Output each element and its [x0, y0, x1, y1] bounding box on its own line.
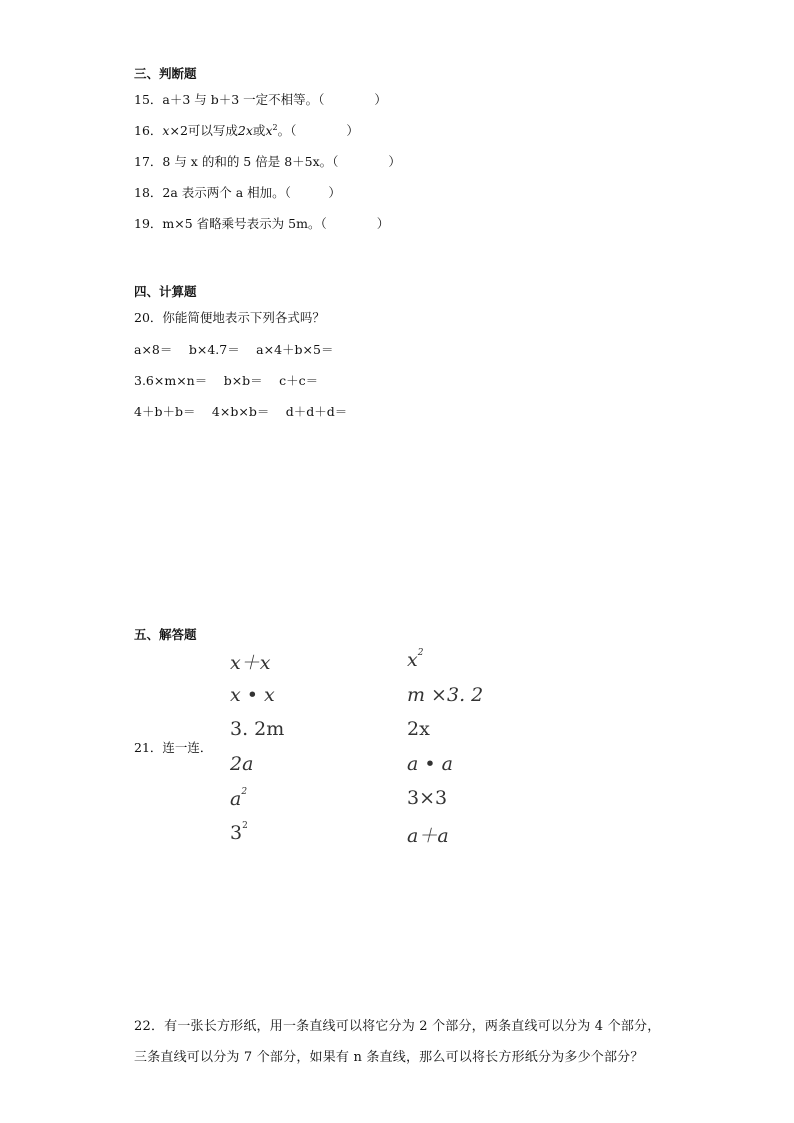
- left-expr-6-base: 3: [230, 822, 243, 844]
- right-expr-1-exponent: 2: [417, 648, 424, 658]
- left-expr-6[interactable]: [230, 821, 248, 844]
- right-expr-4[interactable]: [407, 753, 453, 775]
- left-expr-6-exponent: 2: [242, 821, 248, 831]
- left-expr-2-base: x • x: [230, 684, 275, 706]
- question-21-label: 21．连一连．: [134, 740, 213, 755]
- question-16-or: 或: [252, 123, 266, 138]
- left-expr-4[interactable]: [230, 753, 253, 775]
- question-20-row-1: a×8＝ b×4.7＝ a×4＋b×5＝: [134, 342, 334, 357]
- question-22-line-1: 22．有一张长方形纸，用一条直线可以将它分为 2 个部分，两条直线可以分为 4 个部分，: [134, 1019, 661, 1034]
- question-17: 17．8 与 x 的和的 5 倍是 8＋5x。（ ）: [134, 154, 401, 169]
- question-16-paren: 。（ ）: [277, 123, 359, 138]
- question-16: [134, 121, 359, 139]
- question-16-number: 16．: [134, 123, 163, 138]
- question-16-expr-2: x: [265, 123, 273, 138]
- left-expr-2[interactable]: [230, 684, 275, 706]
- question-20-row-2: 3.6×m×n＝ b×b＝ c＋c＝: [134, 373, 319, 388]
- question-19: 19．m×5 省略乘号表示为 5m。（ ）: [134, 216, 390, 231]
- right-expr-1[interactable]: [407, 648, 423, 671]
- question-18: 18．2a 表示两个 a 相加。（ ）: [134, 185, 341, 200]
- question-20: 20．你能简便地表示下列各式吗？: [134, 310, 325, 325]
- left-expr-5[interactable]: [230, 787, 247, 810]
- left-expr-5-base: a: [230, 788, 242, 810]
- question-16-var: x: [162, 123, 170, 138]
- right-expr-1-base: x: [407, 649, 418, 671]
- right-expr-4-base: a • a: [407, 753, 453, 775]
- question-15: 15．a＋3 与 b＋3 一定不相等。（ ）: [134, 92, 387, 107]
- left-expr-1-base: x＋x: [230, 652, 271, 674]
- left-expr-3-base: 3. 2m: [230, 718, 285, 740]
- question-22-line-2: 三条直线可以分为 7 个部分，如果有 n 条直线，那么可以将长方形纸分为多少个部分？: [134, 1050, 644, 1065]
- left-expr-4-base: 2a: [230, 753, 254, 775]
- section-4-heading: 四、计算题: [134, 284, 197, 299]
- question-16-expr-1: 2x: [237, 123, 253, 138]
- right-expr-3[interactable]: [407, 718, 430, 740]
- right-expr-5[interactable]: [407, 787, 447, 809]
- left-expr-1[interactable]: [230, 648, 270, 675]
- right-expr-2[interactable]: [407, 684, 483, 706]
- question-16-exponent: 2: [272, 122, 278, 132]
- question-20-row-3: 4＋b＋b＝ 4×b×b＝ d＋d＋d＝: [134, 404, 348, 419]
- left-expr-5-exponent: 2: [241, 787, 248, 797]
- section-5-heading: 五、解答题: [134, 627, 197, 642]
- section-3-heading: 三、判断题: [134, 66, 197, 81]
- right-expr-2-base: m ×3. 2: [407, 684, 484, 706]
- right-expr-6-base: a＋a: [407, 825, 449, 847]
- left-expr-3[interactable]: [230, 718, 284, 740]
- right-expr-6[interactable]: [407, 821, 449, 848]
- right-expr-3-base: 2x: [407, 718, 430, 740]
- question-16-text: ×2可以写成: [169, 123, 238, 138]
- right-expr-5-base: 3×3: [407, 787, 448, 809]
